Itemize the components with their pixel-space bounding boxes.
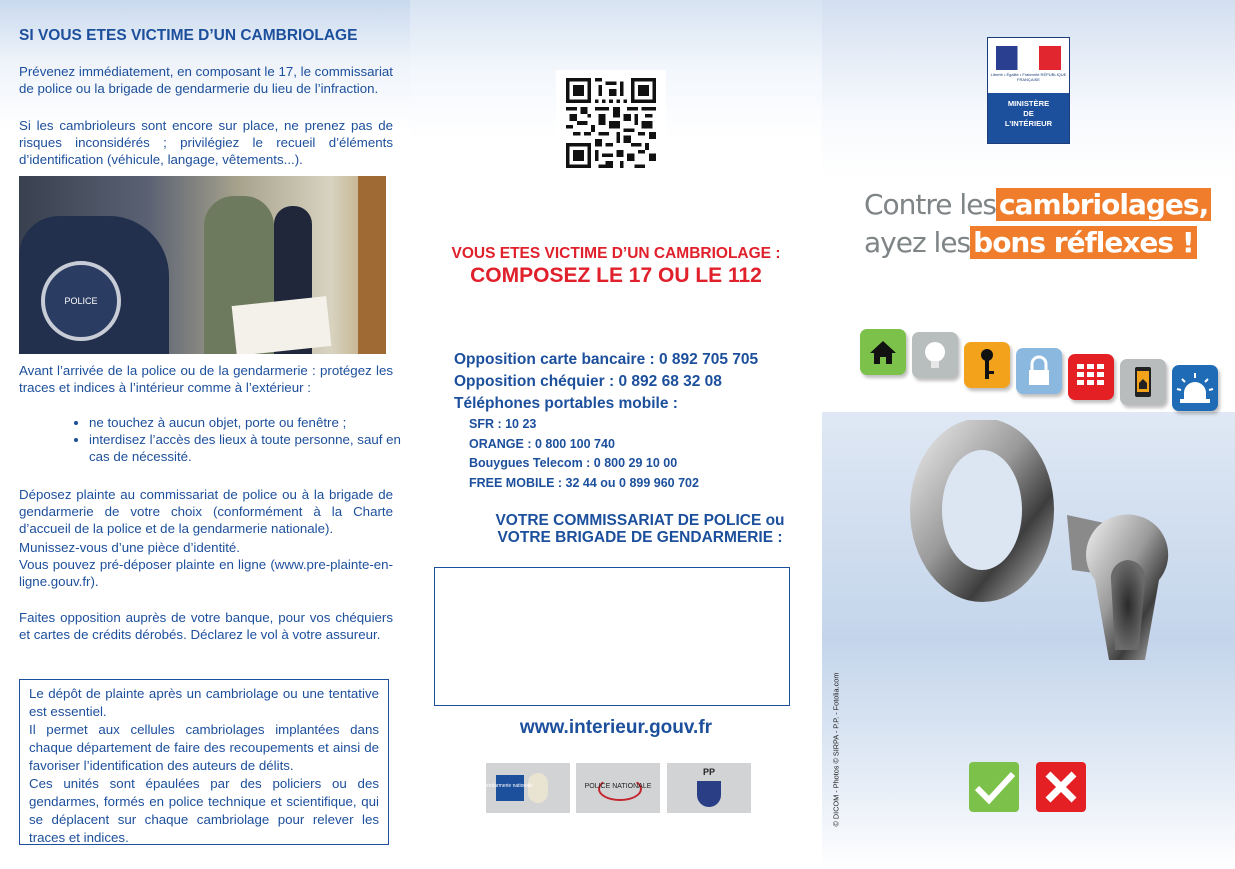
local-line-1: VOTRE COMMISSARIAT DE POLICE ou: [495, 512, 785, 529]
box-text-3: Ces unités sont épaulées par des policiers ou des gendarmes, formés en police technique et scientifique, qui se déplacent sur chaque cambriolage pour relever les traces et indices.: [29, 776, 379, 845]
keypad-icon: [1068, 354, 1114, 400]
para-protect: Avant l’arrivée de la police ou de la gendarmerie : protégez les traces et indices à l’intérieur comme à l’extérieur :: [19, 363, 393, 395]
police-nationale-logo: POLICE NATIONALE: [576, 763, 660, 813]
ministry-logo: [987, 37, 1070, 144]
cheque-opposition: Opposition chéquier : 0 892 68 32 08: [454, 373, 722, 390]
phone-icon: [1120, 359, 1166, 405]
alarm-icon: [1172, 365, 1218, 411]
address-box: [434, 567, 790, 706]
box-text-1: Le dépôt de plainte après un cambriolage ou une tentative est essentiel.: [29, 686, 379, 719]
padlock-icon: [1016, 348, 1062, 394]
key-illustration: [907, 420, 1217, 690]
police-photo: [19, 176, 386, 354]
box-text-2: Il permet aux cellules cambriolages implantées dans chaque département de faire des recoupements et ainsi de favoriser l’identification des auteurs de délits.: [29, 722, 379, 773]
bulb-icon: [912, 332, 958, 378]
local-heading: [410, 512, 870, 546]
para-bank: Faites opposition auprès de votre banque, pour vos chéquiers et cartes de crédits dérobés. Déclarez le vol à votre assureur.: [19, 610, 393, 642]
middle-panel: [410, 0, 822, 869]
cross-icon: [1036, 762, 1086, 812]
contacts-block: [454, 349, 804, 493]
para-online: Vous pouvez pré-déposer plainte en ligne (www.pre-plainte-en-ligne.gouv.fr).: [19, 557, 393, 589]
local-line-2: VOTRE BRIGADE DE GENDARMERIE :: [497, 529, 783, 546]
protect-list: [75, 414, 407, 465]
operator-orange: ORANGE : 0 800 100 740: [469, 436, 615, 451]
para-id: Munissez-vous d’une pièce d’identité.: [19, 540, 241, 555]
operator-bouygues: Bouygues Telecom : 0 800 29 10 00: [469, 456, 678, 470]
para-call: Prévenez immédiatement, en composant le 17, le commissariat de police ou la brigade de gendarmerie du lieu de l’infraction.: [19, 64, 393, 96]
alert-line-2: COMPOSEZ LE 17 OU LE 112: [470, 264, 762, 287]
marianne-flag: [996, 46, 1061, 70]
list-item: • interdisez l’accès des lieux à toute personne, sauf en cas de nécessité.: [89, 431, 407, 465]
photo-credit: © DICOM - Photos © SIRPA - P.P. - Fotolia.com: [831, 672, 841, 827]
info-box: [19, 679, 389, 845]
right-panel: [822, 0, 1235, 869]
left-panel: [0, 0, 410, 869]
slogan-line-2: ayez les bons réflexes !: [864, 226, 1197, 259]
alert-line-1: VOUS ETES VICTIME D’UN CAMBRIOLAGE :: [451, 245, 781, 262]
house-icon: [860, 329, 906, 375]
qr-code[interactable]: [556, 70, 666, 173]
key-icon: [964, 342, 1010, 388]
police-badge: POLICE: [41, 261, 121, 341]
left-title: SI VOUS ETES VICTIME D’UN CAMBRIOLAGE: [19, 27, 358, 44]
operator-sfr: SFR : 10 23: [469, 417, 537, 431]
prefecture-police-logo: PP: [667, 763, 751, 813]
operator-free: FREE MOBILE : 32 44 ou 0 899 960 702: [469, 475, 699, 490]
card-opposition: Opposition carte bancaire : 0 892 705 705: [454, 351, 759, 368]
para-risks: Si les cambrioleurs sont encore sur place, ne prenez pas de risques inconsidérés ; privilégiez le recueil d’éléments d’identification (véhicule, langage, vêtements...).: [19, 118, 393, 167]
reflex-icons: [860, 326, 1220, 416]
list-item: • ne touchez à aucun objet, porte ou fenêtre ;: [89, 414, 407, 431]
republic-motto: Liberté • Égalité • Fraternité RÉPUBLIQUE FRANÇAISE: [990, 72, 1067, 82]
ministry-name: MINISTÈRE DE L’INTÉRIEUR: [988, 93, 1069, 143]
gendarmerie-logo: gendarmerie nationale: [486, 763, 570, 813]
check-icon: [969, 762, 1019, 812]
slogan-line-1: Contre les cambriolages,: [864, 188, 1211, 221]
website-link[interactable]: www.interieur.gouv.fr: [519, 717, 713, 738]
para-complaint: Déposez plainte au commissariat de police ou à la brigade de gendarmerie de votre choix (conformément à la Charte d’accueil de la police et de la gendarmerie nationale).: [19, 487, 393, 536]
mobile-heading: Téléphones portables mobile :: [454, 395, 678, 412]
